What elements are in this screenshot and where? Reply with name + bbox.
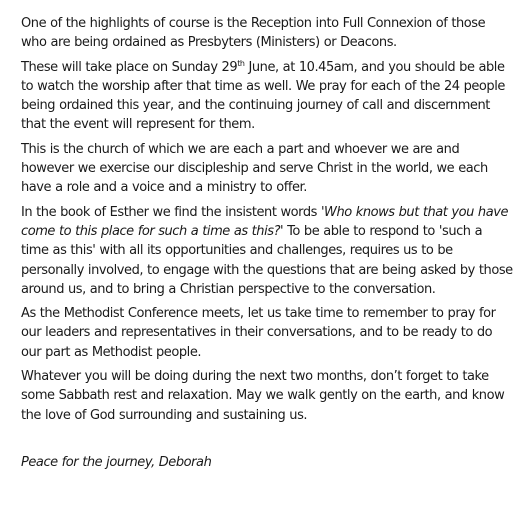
esther-quote: 'Who knows but that you have come to this place for such a time as this?' <box>21 204 509 239</box>
signoff: Peace for the journey, Deborah <box>21 454 212 470</box>
ordination-date-text: These will take place on Sunday 29 <box>21 59 238 75</box>
paragraph-sabbath: Whatever you will be doing during the next two months, don’t forget to take some Sabbath rest and relaxation. May we walk gently on the earth, and know the love of God surrounding and sustaining us. <box>21 369 505 423</box>
paragraph-reception: One of the highlights of course is the Reception into Full Connexion of those who are being ordained as Presbyters (Ministers) or Deacons. <box>21 16 486 51</box>
spacer <box>21 430 513 453</box>
ordination-details-text: June, at 10.45am, and you should be able to watch the worship after that time as well. We pray for each of the 24 people being ordained this year, and the continuing journey of call and discernment that the event will represent for them. <box>21 59 505 133</box>
esther-intro-text: In the book of Esther we find the insistent words <box>21 204 321 220</box>
paragraph-conference: As the Methodist Conference meets, let us take time to remember to pray for our leaders and representatives in their conversations, and to be ready to do our part as Methodist people. <box>21 306 496 360</box>
paragraph-church: This is the church of which we are each a part and whoever we are and however we exercise our discipleship and serve Christ in the world, we each have a role and a voice and a ministry to offer. <box>21 141 488 196</box>
esther-response-text: To be able to respond to 'such a time as this' with all its opportunities and challenges, requires us to be personally involved, to engage with the questions that are being asked by those around us, and to bring a Christian perspective to the conversation. <box>21 223 513 297</box>
document-body <box>21 14 513 477</box>
paragraph-ordination-date <box>21 58 513 135</box>
paragraph-esther <box>21 203 513 299</box>
ordinal-suffix: th <box>237 58 245 68</box>
